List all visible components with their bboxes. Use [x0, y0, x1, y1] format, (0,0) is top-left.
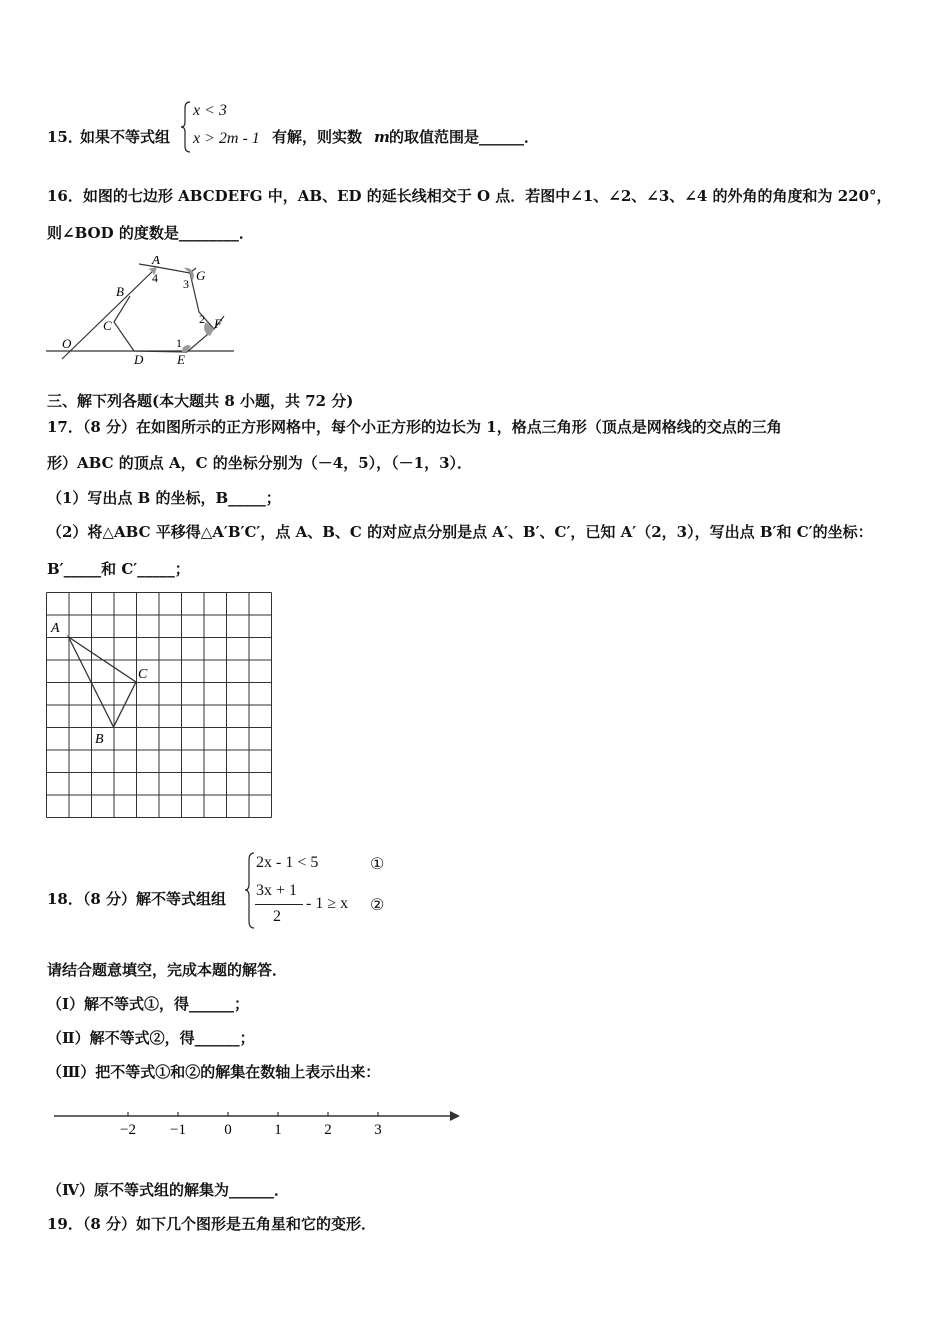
grid-label-C: C: [138, 667, 148, 682]
q17-line-2: 形）ABC 的顶点 A，C 的坐标分别为（－4，5），（－1，3）．: [47, 454, 473, 472]
grid-label-A: A: [51, 621, 60, 636]
heptagon-figure: [44, 256, 244, 368]
axis-tick-label: −1: [170, 1122, 186, 1138]
label-D: D: [134, 352, 144, 367]
q17-sub-1: （1）写出点 B 的坐标，B_____；: [47, 489, 281, 507]
axis-tick-label: 3: [374, 1122, 382, 1138]
q18-mark-1: ①: [370, 856, 385, 873]
q18-mark-2: ②: [370, 897, 385, 914]
q18-ineq-2-numerator: 3x + 1: [256, 882, 298, 899]
label-G: G: [196, 268, 206, 283]
label-A: A: [152, 256, 160, 267]
q15-brace: [180, 100, 192, 154]
number-line: [50, 1102, 470, 1142]
q15-ineq-1: x < 3: [193, 102, 227, 119]
q17-sub-2b: B′_____和 C′_____；: [47, 560, 190, 578]
label-B: B: [116, 284, 124, 299]
axis-tick-label: 1: [274, 1122, 282, 1138]
number-line-arrow-icon: [450, 1111, 460, 1121]
axis-tick-label: 2: [324, 1122, 332, 1138]
axis-tick-label: −2: [120, 1122, 136, 1138]
q15-number: 15．: [47, 128, 83, 146]
q15-text-end: 的取值范围是______．: [389, 128, 540, 146]
q15-text-before: 如果不等式组: [80, 128, 171, 146]
q18-step-4: （Ⅳ）原不等式组的解集为______．: [47, 1181, 290, 1199]
label-2: 2: [199, 312, 205, 326]
axis-tick-label: 0: [224, 1122, 232, 1138]
q17-sub-2: （2）将△ABC 平移得△A′B′C′，点 A、B、C 的对应点分别是点 A′、B′、C′，已知 A′（2，3），写出点 B′和 C′的坐标：: [47, 523, 873, 541]
q18-intro: 请结合题意填空，完成本题的解答．: [47, 961, 288, 979]
square-grid: [46, 592, 276, 822]
q18-step-2: （Ⅱ）解不等式②，得______；: [47, 1029, 255, 1047]
label-3: 3: [183, 277, 189, 291]
q15-text-after: 有解，则实数: [272, 128, 363, 146]
q18-fraction-bar: [255, 904, 303, 905]
q16-line-1: 16．如图的七边形 ABCDEFG 中，AB、ED 的延长线相交于 O 点．若图中∠1、∠2、∠3、∠4 的外角的角度和为 220°，: [47, 187, 892, 205]
label-F: F: [214, 316, 222, 331]
label-4: 4: [152, 271, 158, 285]
q19-text: 19．（8 分）如下几个图形是五角星和它的变形．: [47, 1215, 377, 1233]
label-1: 1: [176, 336, 182, 350]
label-E: E: [177, 352, 185, 367]
q18-step-1: （Ⅰ）解不等式①，得______；: [47, 995, 250, 1013]
q16-line-2: 则∠BOD 的度数是________．: [47, 224, 254, 242]
grid-label-B: B: [95, 732, 104, 747]
q18-brace: [244, 851, 256, 931]
q18-ineq-2-rest: - 1 ≥ x: [306, 895, 349, 912]
q18-step-3: （Ⅲ）把不等式①和②的解集在数轴上表示出来：: [47, 1063, 381, 1081]
q17-line-1: 17．（8 分）在如图所示的正方形网格中，每个小正方形的边长为 1，格点三角形（顶点是网格线的交点的三角: [47, 418, 782, 436]
q15-ineq-2: x > 2m - 1: [193, 130, 260, 147]
q15-var: m: [374, 128, 390, 146]
label-C: C: [103, 318, 112, 333]
q18-ineq-2-denominator: 2: [273, 908, 281, 925]
q18-ineq-1: 2x - 1 < 5: [256, 854, 319, 871]
q18-prefix: 18．（8 分）解不等式组组: [47, 890, 227, 908]
label-O: O: [62, 336, 72, 351]
section-3-heading: 三、解下列各题(本大题共 8 小题，共 72 分): [47, 392, 354, 410]
